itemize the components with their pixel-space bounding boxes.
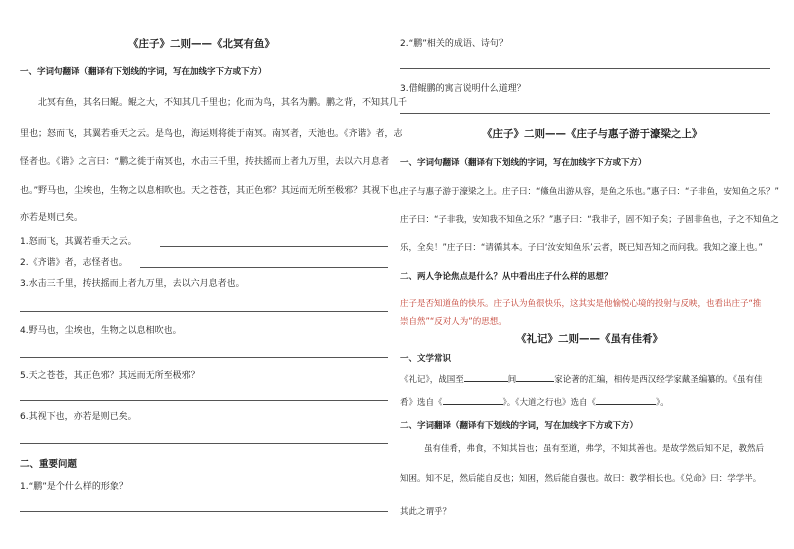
answer-line[interactable] [20,511,388,512]
literature-line [400,396,669,408]
answer-line[interactable] [160,246,388,247]
literature-text: 家论著的汇编，相传是西汉经学家戴圣编纂的。《虽有佳 [554,375,763,385]
section-heading: 二、两人争论焦点是什么？从中看出庄子什么样的思想？ [400,272,613,282]
passage-line: 其此之谓乎？ [400,507,452,517]
fill-blank[interactable] [443,404,503,405]
question-5: 5.天之苍苍，其正色邪？其远而无所至极邪？ [20,371,200,381]
question: 3.借鲲鹏的寓言说明什么道理？ [400,84,526,94]
question-6: 6.其视下也，亦若是则已矣。 [20,412,137,422]
section-heading: 一、字词句翻译（翻译有下划线的字词，写在加线字下方或下方） [20,67,267,77]
answer-line[interactable] [400,68,770,69]
literature-text: 间 [507,375,517,385]
passage-title: 《礼记》二则——《虽有佳肴》 [516,333,663,345]
passage-line: 知困。知不足，然后能自反也；知困，然后能自强也。故曰：教学相长也。《兑命》曰：学学半。 [400,474,762,484]
question: 1.“鹏”是个什么样的形象？ [20,482,128,492]
literature-text: 》。《大道之行也》选自《 [502,398,597,408]
literature-text: 肴》选自《 [400,398,443,408]
question: 2.“鹏”相关的成语、诗句？ [400,39,508,49]
answer-line[interactable] [20,357,388,358]
passage-line: 北冥有鱼，其名曰鲲。鲲之大，不知其几千里也；化而为鸟，其名为鹏。鹏之背，不知其几千 [38,98,408,108]
passage-line: 怪者也。《谐》之言曰：“鹏之徙于南冥也，水击三千里，抟扶摇而上者九万里，去以六月息者 [20,157,390,167]
passage-line: 乐，全矣！”庄子曰：“请循其本。子曰‘汝安知鱼乐’云者，既已知吾知之而问我。我知之濠上也。” [400,243,763,253]
fill-blank[interactable] [596,404,656,405]
section-heading: 二、重要问题 [20,459,78,470]
answer-line[interactable] [400,113,770,114]
section-heading: 一、文学常识 [400,354,452,364]
answer-line[interactable] [140,267,388,268]
section-heading: 一、字词句翻译（翻译有下划线的字词，写在加线字下方或下方） [400,158,647,168]
fill-blank[interactable] [464,381,508,382]
answer-line[interactable] [20,443,388,444]
literature-text: 》。 [656,398,669,408]
section-heading: 二、字词翻译（翻译有下划线的字词，写在加线字下方或下方） [400,421,639,431]
passage-line: 里也；怒而飞，其翼若垂天之云。是鸟也，海运则将徙于南冥。南冥者，天池也。《齐谐》者，志 [20,129,403,139]
fill-blank[interactable] [516,381,554,382]
passage-line: 庄子曰：“子非我，安知我不知鱼之乐？”惠子曰：“我非子，固不知子矣；子固非鱼也，子之不知鱼之 [400,215,779,225]
question-4: 4.野马也，尘埃也，生物之以息相吹也。 [20,326,182,336]
passage-title: 《庄子》二则——《北冥有鱼》 [128,38,275,50]
passage-title: 《庄子》二则——《庄子与惠子游于濠梁之上》 [482,128,703,140]
answer-text: 庄子是否知道鱼的快乐。庄子认为鱼很快乐，这其实是他愉悦心境的投射与反映，也看出庄子“推 [400,299,762,309]
answer-text: 崇自然”“反对人为”的思想。 [400,317,507,327]
question-1: 1.怒而飞，其翼若垂天之云。 [20,237,137,247]
literature-line [400,373,763,385]
answer-line[interactable] [20,311,388,312]
passage-line: 虽有佳肴，弗食，不知其旨也；虽有至道，弗学，不知其善也。是故学然后知不足，教然后 [424,444,765,454]
literature-text: 《礼记》，战国至 [400,375,464,385]
passage-line: 也。”野马也，尘埃也，生物之以息相吹也。天之苍苍，其正色邪？其远而无所至极邪？其视下也， [20,186,408,196]
answer-line[interactable] [20,400,388,401]
passage-line: 亦若是则已矣。 [20,213,84,223]
question-2: 2.《齐谐》者，志怪者也。 [20,258,128,268]
passage-line: 庄子与惠子游于濠梁之上。庄子曰：“鯈鱼出游从容，是鱼之乐也。”惠子曰：“子非鱼，安知鱼之乐？” [400,187,779,197]
question-3: 3.水击三千里，抟扶摇而上者九万里，去以六月息者也。 [20,279,245,289]
